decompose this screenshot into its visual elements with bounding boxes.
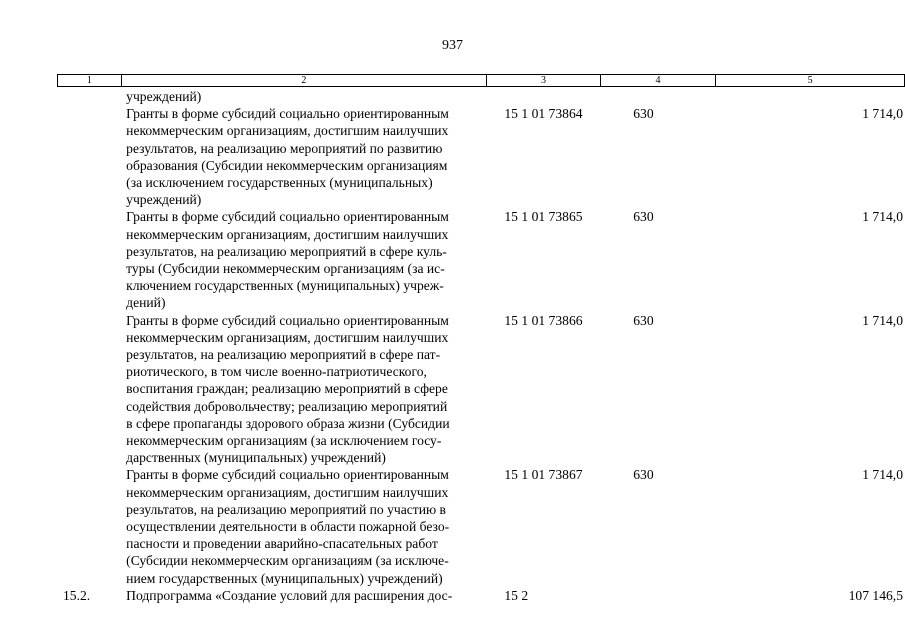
description-line: воспитания граждан; реализацию мероприятий в сфере xyxy=(126,381,448,397)
row-expense-type: 630 xyxy=(633,467,654,483)
row-code: 15 2 xyxy=(504,587,529,603)
description-line: некоммерческим организациям, достигшим наилучших xyxy=(126,484,449,500)
description-line: результатов, на реализацию мероприятий по участию в xyxy=(126,501,446,517)
description-line: некоммерческим организациям (за исключением госу- xyxy=(126,433,442,449)
column-header-3: 3 xyxy=(487,75,601,87)
row-expense-type xyxy=(608,587,723,604)
description-line: ключением государственных (муниципальных) учреж- xyxy=(126,278,444,294)
row-number xyxy=(57,312,120,467)
row-expense-type: 630 xyxy=(633,312,654,328)
row-code: 15 1 01 73866 xyxy=(504,312,583,328)
description-line: учреждений) xyxy=(126,89,202,104)
row-expense-type: 630 xyxy=(633,106,654,122)
description-line: некоммерческим организациям, достигшим наилучших xyxy=(126,329,449,345)
budget-table xyxy=(57,88,905,604)
row-number xyxy=(57,105,120,208)
row-description xyxy=(120,105,496,208)
description-line: учреждений) xyxy=(126,192,202,208)
row-code: 15 1 01 73864 xyxy=(504,106,583,122)
description-line: риотического, в том числе военно-патриотического, xyxy=(126,364,427,380)
row-amount: 1 714,0 xyxy=(862,467,903,483)
description-line: (за исключением государственных (муниципальных) xyxy=(126,175,433,191)
row-number xyxy=(57,208,120,311)
description-line: туры (Субсидии некоммерческим организациям (за ис- xyxy=(126,261,445,277)
row-number xyxy=(57,88,120,105)
description-line: результатов, на реализацию мероприятий по развитию xyxy=(126,140,443,156)
column-header-1: 1 xyxy=(58,75,122,87)
table-row xyxy=(57,312,905,467)
description-line: некоммерческим организациям, достигшим наилучших xyxy=(126,226,449,242)
description-line: осуществлении деятельности в области пожарной безо- xyxy=(126,519,450,535)
row-number: 15.2. xyxy=(63,587,91,603)
row-amount: 1 714,0 xyxy=(862,312,903,328)
column-header-row xyxy=(57,74,905,87)
description-line: результатов, на реализацию мероприятий в сфере пат- xyxy=(126,347,441,363)
description-line: результатов, на реализацию мероприятий в сфере куль- xyxy=(126,243,447,259)
page-number: 937 xyxy=(442,38,463,53)
description-line: дарственных (муниципальных) учреждений) xyxy=(126,450,386,466)
row-description xyxy=(120,88,496,105)
description-line: в сфере пропаганды здорового образа жизни (Субсидии xyxy=(126,415,450,431)
row-description xyxy=(120,208,496,311)
row-amount: 1 714,0 xyxy=(862,209,903,225)
row-expense-type: 630 xyxy=(633,209,654,225)
row-code: 15 1 01 73865 xyxy=(504,209,583,225)
row-description xyxy=(120,466,496,586)
description-line: Гранты в форме субсидий социально ориентированным xyxy=(126,312,449,328)
description-line: содействия добровольчеству; реализацию мероприятий xyxy=(126,398,448,414)
description-line: Гранты в форме субсидий социально ориентированным xyxy=(126,467,449,483)
description-line: образования (Субсидии некоммерческим организациям xyxy=(126,157,448,173)
column-header-5: 5 xyxy=(716,75,905,87)
table-row xyxy=(57,466,905,586)
column-header-4: 4 xyxy=(600,75,716,87)
table-row xyxy=(57,208,905,311)
table-row xyxy=(57,88,905,105)
row-amount xyxy=(723,88,905,105)
table-row xyxy=(57,105,905,208)
description-line: Гранты в форме субсидий социально ориентированным xyxy=(126,209,449,225)
description-line: Гранты в форме субсидий социально ориентированным xyxy=(126,106,449,122)
description-line: дений) xyxy=(126,295,166,311)
row-code xyxy=(496,88,607,105)
row-description xyxy=(120,312,496,467)
description-line: пасности и проведении аварийно-спасательных работ xyxy=(126,536,438,552)
table-row xyxy=(57,587,905,604)
description-line: нием государственных (муниципальных) учреждений) xyxy=(126,570,443,586)
row-amount: 1 714,0 xyxy=(862,106,903,122)
description-line: некоммерческим организациям, достигшим наилучших xyxy=(126,123,449,139)
row-description xyxy=(120,587,496,604)
row-number xyxy=(57,466,120,586)
row-code: 15 1 01 73867 xyxy=(504,467,583,483)
row-expense-type xyxy=(608,88,723,105)
description-line: (Субсидии некоммерческим организациям (за исключе- xyxy=(126,553,449,569)
row-amount: 107 146,5 xyxy=(848,587,903,603)
column-header-2: 2 xyxy=(121,75,486,87)
description-line: Подпрограмма «Создание условий для расширения дос- xyxy=(126,587,453,603)
